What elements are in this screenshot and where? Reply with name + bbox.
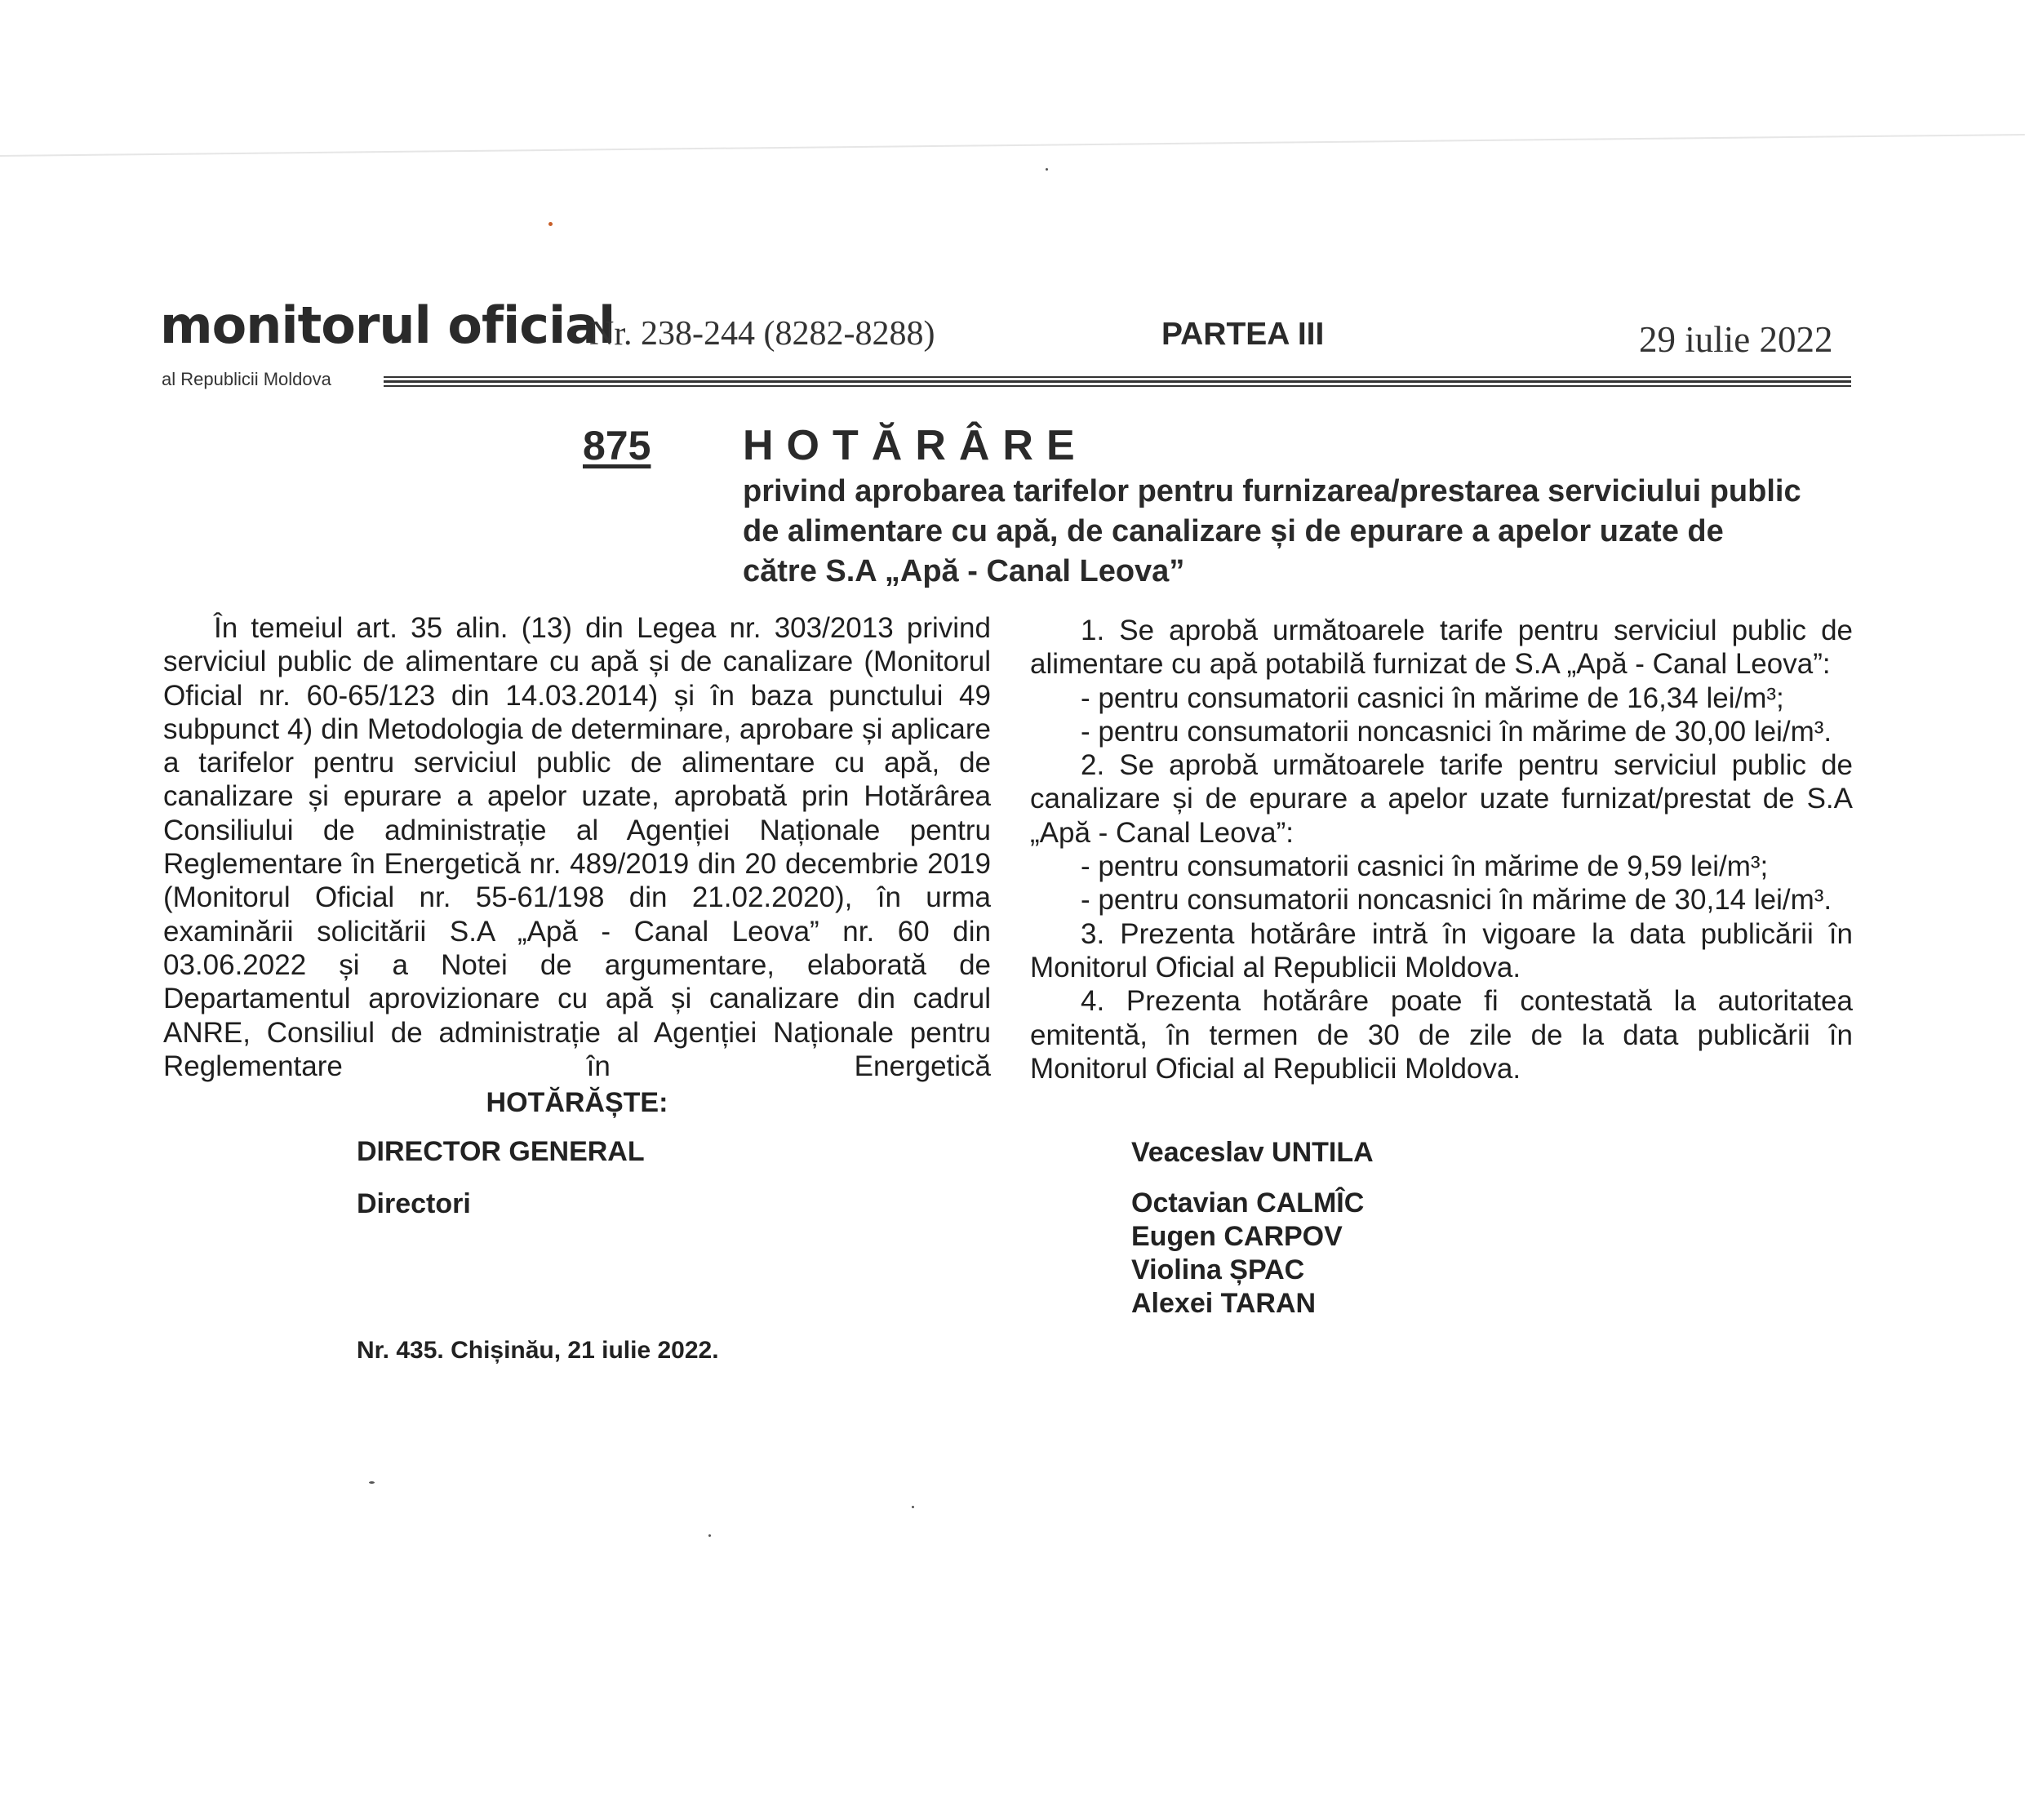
issue-date: 29 iulie 2022 — [1639, 319, 1833, 360]
director-general-name: Veaceslav UNTILA — [1131, 1137, 1374, 1168]
scan-speck — [369, 1481, 375, 1484]
publication-subtitle: al Republicii Moldova — [162, 369, 331, 389]
header-rule — [384, 376, 1851, 387]
director-name: Alexei TARAN — [1131, 1288, 1317, 1319]
part-label: PARTEA III — [1161, 317, 1325, 352]
point-3: 3. Prezenta hotărâre intră în vigoare la data publicării în Monitorul Oficial al Republicii Moldova. — [1030, 917, 1853, 983]
point-4: 4. Prezenta hotărâre poate fi contestată la autoritatea emitentă, în termen de 30 de zile de la data publicării în Monitorul Oficial al Republicii Moldova. — [1030, 985, 1853, 1085]
point-2-tariff-household: - pentru consumatorii casnici în mărime de 9,59 lei/m³; — [1081, 850, 1769, 883]
document-type: HOTĂRÂRE — [743, 422, 1088, 469]
publication-title: monitorul oficial — [160, 295, 615, 355]
document-number: 875 — [583, 423, 651, 468]
scan-speck — [1046, 168, 1048, 171]
document-title: privind aprobarea tarifelor pentru furnizarea/prestarea serviciului public de alimentare cu apă, de canalizare și de epurare a apelor uzate de către S.A „Apă - Canal Leova” — [743, 474, 1801, 588]
point-1-tariff-nonhousehold: - pentru consumatorii noncasnici în mărime de 30,00 lei/m³. — [1081, 715, 1832, 748]
scan-edge-line — [0, 134, 2025, 157]
preamble-column — [163, 611, 991, 1083]
director-general-title: DIRECTOR GENERAL — [357, 1136, 645, 1167]
point-1: 1. Se aprobă următoarele tarife pentru serviciul public de alimentare cu apă potabilă furnizat de S.A „Apă - Canal Leova”: — [1030, 615, 1853, 681]
issue-number: Nr. 238-244 (8282-8288) — [589, 315, 935, 353]
point-1-tariff-household: - pentru consumatorii casnici în mărime de 16,34 lei/m³; — [1081, 681, 1784, 714]
scan-speck — [912, 1506, 914, 1508]
director-name: Eugen CARPOV — [1131, 1221, 1343, 1252]
director-name: Violina ȘPAC — [1131, 1254, 1305, 1285]
scan-speck — [708, 1534, 711, 1537]
directors-title: Directori — [357, 1188, 471, 1219]
place-and-date: Nr. 435. Chișinău, 21 iulie 2022. — [357, 1337, 719, 1364]
scan-speck — [548, 222, 553, 226]
decision-points-column — [1030, 614, 1853, 1085]
point-2-tariff-nonhousehold: - pentru consumatorii noncasnici în mărime de 30,14 lei/m³. — [1081, 884, 1832, 917]
preamble-text: În temeiul art. 35 alin. (13) din Legea nr. 303/2013 privind serviciul public de alimentare cu apă și de canalizare (Monitorul Oficial nr. 60-65/123 din 14.03.2014) și în baza punctului 49 subpunct 4) din Metodologia de determinare, aprobare și aplicare a tarifelor pentru serviciul public de alimentare cu apă, de canalizare și epurare a apelor uzate, aprobată prin Hotărârea Consiliului de administrație al Agenției Naționale pentru Reglementare în Energetică nr. 489/2019 din 20 decembrie 2019 (Monitorul Oficial nr. 55-61/198 din 21.02.2020), în urma examinării solicitării S.A „Apă - Canal Leova” nr. 60 din 03.06.2022 și a Notei de argumentare, elaborată de Departamentul aprovizionare cu apă și canalizare din cadrul ANRE, Consiliul de administrație al Agenției Naționale pentru Reglementare în Energetică — [163, 612, 991, 1082]
decides-heading: HOTĂRĂȘTE: — [486, 1087, 668, 1118]
point-2: 2. Se aprobă următoarele tarife pentru serviciul public de canalizare și de epurare a apelor uzate furnizat/prestat de S.A „Apă - Canal Leova”: — [1030, 749, 1853, 849]
director-name: Octavian CALMÎC — [1131, 1187, 1365, 1219]
